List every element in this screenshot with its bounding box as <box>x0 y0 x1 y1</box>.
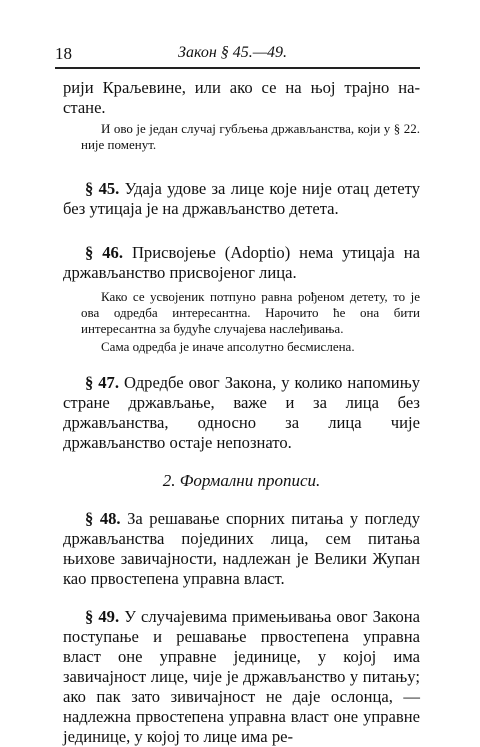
section-48-text: За решавање спорних питања у погледу држављанства појединих лица, сем питања њихове завичајности, надлежан је Велики Жупан као првостепена управна власт. <box>63 509 420 588</box>
note-section-44: И ово је један случај губљења држављанства, који у § 22. није поменут. <box>81 121 420 152</box>
note-section-46-p1: Како се усвојеник потпуно равна рођеном детету, то је ова одредба интересантна. Нарочито ће она бити интересантна за будуће случајева наслеђивања. <box>81 289 420 336</box>
page-header <box>55 44 410 64</box>
section-49-number: § 49. <box>85 607 120 626</box>
section-46 <box>63 243 420 283</box>
continuation-paragraph: рији Краљевине, или ако се на њој трајно на-стане. <box>63 78 420 117</box>
section-47 <box>63 373 420 453</box>
section-47-number: § 47. <box>85 373 119 392</box>
section-45-text: Удаја удове за лице које није отац детету без утицаја је на држављанство детета. <box>63 179 420 218</box>
page-number: 18 <box>55 44 72 63</box>
section-45 <box>63 179 420 219</box>
page-content <box>63 78 420 747</box>
running-head: Закон § 45.—49. <box>178 44 287 61</box>
section-46-number: § 46. <box>85 243 123 262</box>
section-49 <box>63 607 420 747</box>
section-46-text: Присвојење (Adoptio) нема утицаја на држављанство присвојеног лица. <box>63 243 420 282</box>
section-49-text: У случајевима примењивања овог Закона поступање и решавање првостепена управна власт оне управне јединице, у којој има завичајност лице, чије је држављанство у питању; ако пак зато зивичајност не даје ослонца, — надлежна првостепена управна власт оне управне јединице, у којој то лице има ре- <box>63 607 421 746</box>
subheading-formal-provisions: 2. Формални прописи. <box>162 471 321 490</box>
note-section-46-p2: Сама одредба је иначе апсолутно бесмислена. <box>101 339 355 354</box>
section-48 <box>63 509 420 589</box>
section-47-text: Одредбе овог Закона, у колико напомињу стране држављање, важе и за лица без држављанства, односно за лица чије држављанство остаје непознато. <box>63 373 420 452</box>
section-48-number: § 48. <box>85 509 121 528</box>
section-45-number: § 45. <box>85 179 120 198</box>
header-rule <box>55 67 420 69</box>
